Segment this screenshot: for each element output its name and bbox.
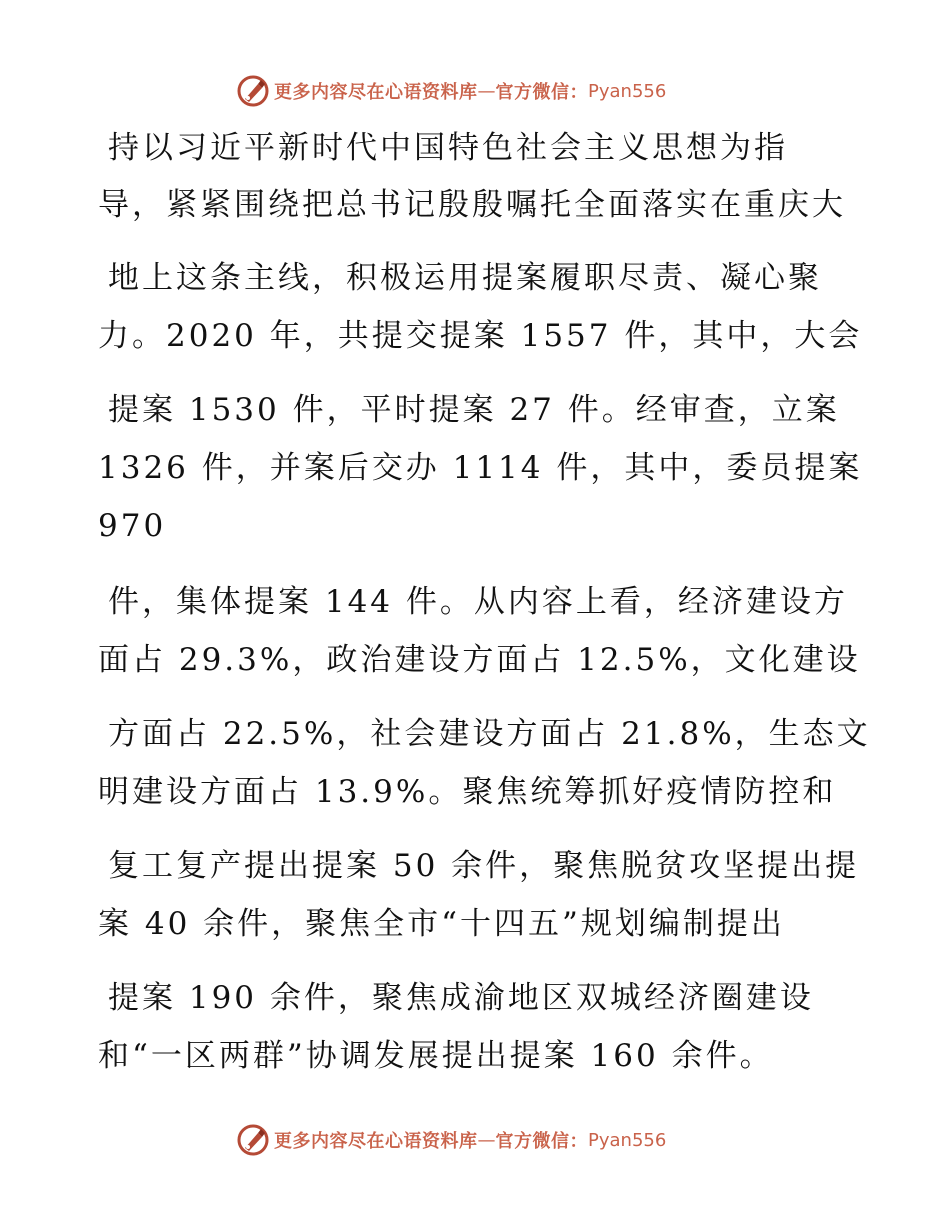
header-watermark (236, 73, 666, 109)
body-line-13: 案 40 余件，聚焦全市“十四五”规划编制提出 (98, 906, 785, 942)
pen-logo-icon (236, 74, 270, 108)
watermark-dash: — (477, 1129, 496, 1151)
body-line-6: 1326 件，并案后交办 1114 件，其中，委员提案 (98, 450, 863, 486)
body-line-11: 明建设方面占 13.9%。聚焦统筹抓好疫情防控和 (98, 774, 837, 810)
body-line-4: 力。2020 年，共提交提案 1557 件，其中，大会 (98, 318, 863, 354)
body-line-7: 970 (98, 508, 167, 544)
body-line-5: 提案 1530 件，平时提案 27 件。经审查，立案 (108, 392, 840, 428)
pen-logo-icon (236, 1123, 270, 1157)
watermark-text: 更多内容尽在心语资料库 (274, 1131, 478, 1152)
body-line-10: 方面占 22.5%，社会建设方面占 21.8%，生态文 (108, 716, 871, 752)
watermark-wechat-id: Pyan556 (588, 80, 667, 102)
watermark-wechat-label: 官方微信： (495, 82, 588, 103)
body-line-15: 和“一区两群”协调发展提出提案 160 余件。 (98, 1038, 774, 1074)
body-line-3: 地上这条主线，积极运用提案履职尽责、凝心聚 (108, 260, 822, 296)
body-line-2: 导，紧紧围绕把总书记殷殷嘱托全面落实在重庆大 (98, 187, 846, 223)
watermark-text: 更多内容尽在心语资料库 (274, 82, 478, 103)
watermark-dash: — (477, 80, 496, 102)
body-line-1: 持以习近平新时代中国特色社会主义思想为指 (108, 130, 788, 166)
footer-watermark (236, 1122, 666, 1158)
watermark-wechat-label: 官方微信： (495, 1131, 588, 1152)
body-line-8: 件，集体提案 144 件。从内容上看，经济建设方 (108, 584, 848, 620)
body-line-9: 面占 29.3%，政治建设方面占 12.5%，文化建设 (98, 642, 861, 678)
body-line-14: 提案 190 余件，聚焦成渝地区双城经济圈建设 (108, 980, 814, 1016)
body-line-12: 复工复产提出提案 50 余件，聚焦脱贫攻坚提出提 (108, 848, 860, 884)
watermark-wechat-id: Pyan556 (588, 1129, 667, 1151)
